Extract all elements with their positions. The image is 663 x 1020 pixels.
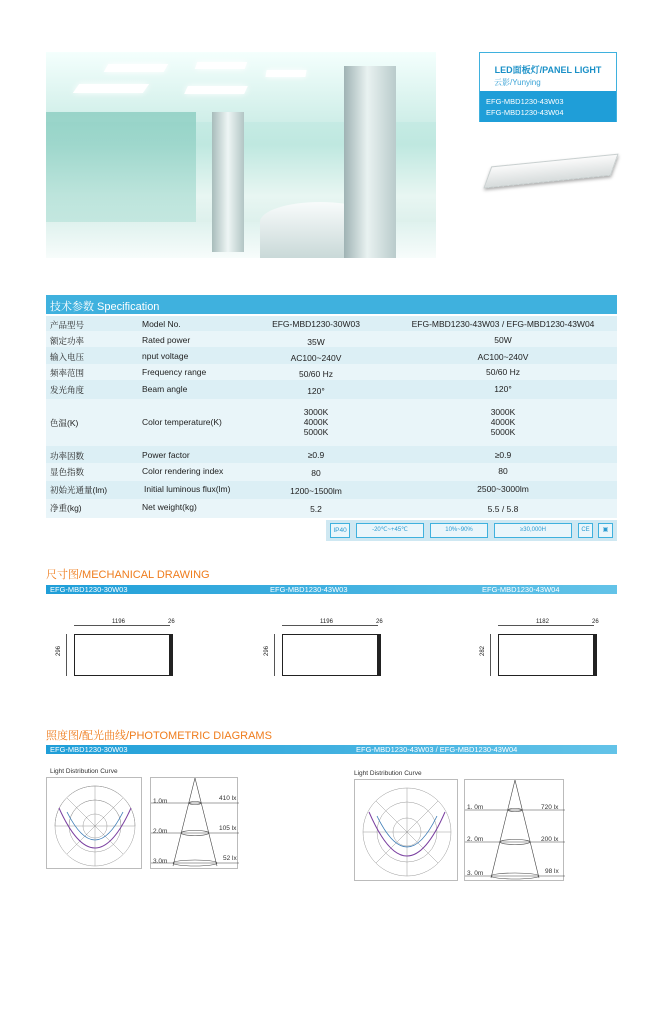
spec-value-b: 80 bbox=[498, 466, 508, 476]
mechanical-model-bar bbox=[46, 585, 617, 594]
spec-label-en: Initial luminous flux(lm) bbox=[144, 484, 231, 494]
spec-label-cn: 显色指数 bbox=[50, 467, 85, 477]
spec-row bbox=[46, 331, 617, 347]
panel-product-image bbox=[484, 138, 618, 208]
product-title: LED面板灯/PANEL LIGHT bbox=[494, 65, 602, 75]
length-dimension: 1182 bbox=[536, 619, 549, 625]
panel-outline bbox=[498, 634, 594, 676]
spec-row bbox=[46, 347, 617, 364]
spec-value-b: 120° bbox=[494, 384, 512, 394]
reception-wall bbox=[46, 112, 196, 222]
product-series: 云影/Yunying bbox=[494, 78, 541, 87]
spec-row bbox=[46, 463, 617, 481]
column bbox=[212, 112, 244, 252]
mechanical-drawing bbox=[46, 614, 196, 684]
lux-label: 105 lx bbox=[219, 825, 237, 832]
product-model: EFG-MBD1230-43W03 bbox=[486, 97, 564, 106]
product-model: EFG-MBD1230-43W04 bbox=[486, 108, 564, 117]
mechanical-drawing bbox=[470, 614, 620, 684]
distance-label: 2. 0m bbox=[467, 836, 484, 843]
spec-value-a: ≥0.9 bbox=[307, 450, 325, 460]
spec-heading: 技术参数 Specification bbox=[46, 295, 617, 314]
spec-value-b: 5.5 / 5.8 bbox=[487, 504, 519, 514]
distance-label: 1. 0m bbox=[467, 804, 484, 811]
spec-value-a: 1200~1500lm bbox=[290, 486, 342, 496]
panel-light-shape bbox=[483, 154, 618, 189]
ceiling-lamp bbox=[104, 64, 169, 72]
spec-row bbox=[46, 316, 617, 331]
ceiling-lamp bbox=[265, 70, 306, 77]
product-title-box bbox=[479, 52, 617, 122]
spec-label-en: Color rendering index bbox=[142, 466, 224, 476]
panel-outline bbox=[282, 634, 378, 676]
ceiling-lamp bbox=[195, 62, 248, 69]
ip-rating-icon: IP40 bbox=[330, 523, 350, 538]
spec-value-a: 120° bbox=[307, 386, 325, 396]
spec-row bbox=[46, 364, 617, 380]
spec-value-b: 3000K 4000K 5000K bbox=[490, 407, 516, 437]
mechanical-heading: 尺寸图/MECHANICAL DRAWING bbox=[46, 569, 210, 581]
product-models bbox=[480, 91, 616, 122]
column bbox=[344, 66, 396, 258]
lux-label: 410 lx bbox=[219, 795, 237, 802]
spec-value-b: ≥0.9 bbox=[494, 450, 512, 460]
spec-value-a: 35W bbox=[307, 337, 325, 347]
distance-label: 1.0m bbox=[153, 798, 168, 805]
lux-label: 52 lx bbox=[223, 855, 237, 862]
distance-label: 2.0m bbox=[153, 828, 168, 835]
spec-value-a: EFG-MBD1230-30W03 bbox=[272, 319, 360, 329]
width-dimension: 282 bbox=[480, 645, 487, 657]
spec-label-cn: 输入电压 bbox=[50, 352, 85, 362]
spec-row bbox=[46, 499, 617, 518]
ceiling-lamp bbox=[73, 84, 149, 93]
spec-label-en: Frequency range bbox=[142, 367, 207, 377]
spec-label-cn: 频率范围 bbox=[50, 368, 85, 378]
lobby-photo bbox=[46, 52, 436, 258]
panel-side-view bbox=[170, 634, 173, 676]
class-icon: ▣ bbox=[598, 523, 613, 538]
distance-label: 3.0m bbox=[153, 858, 168, 865]
humidity-icon: 10%~90% bbox=[430, 523, 488, 538]
spec-label-cn: 净重(kg) bbox=[50, 503, 82, 513]
spec-label-en: Power factor bbox=[142, 450, 190, 460]
photometric-model-bar bbox=[46, 745, 617, 754]
illuminance-cone bbox=[464, 779, 564, 881]
spec-value-b: 50W bbox=[494, 335, 512, 345]
spec-value-a: AC100~240V bbox=[290, 353, 342, 363]
dimension-line bbox=[498, 625, 594, 626]
lifetime-icon: ≥30,000H bbox=[494, 523, 572, 538]
illuminance-cone bbox=[150, 777, 238, 869]
spec-row bbox=[46, 481, 617, 499]
spec-label-en: nput voltage bbox=[142, 351, 189, 361]
spec-value-b: AC100~240V bbox=[477, 352, 529, 362]
lux-label: 98 lx bbox=[545, 868, 559, 875]
spec-value-b: 2500~3000lm bbox=[477, 484, 529, 494]
panel-side-view bbox=[594, 634, 597, 676]
curve-label: Light Distribution Curve bbox=[354, 770, 422, 777]
spec-label-en: Beam angle bbox=[142, 384, 188, 394]
spec-value-a: 5.2 bbox=[310, 504, 322, 514]
spec-label-cn: 色温(K) bbox=[50, 418, 79, 428]
spec-value-a: 80 bbox=[311, 468, 321, 478]
polar-grid bbox=[355, 780, 459, 882]
spec-label-cn: 功率因数 bbox=[50, 451, 85, 461]
spec-label-en: Rated power bbox=[142, 335, 191, 345]
length-dimension: 1196 bbox=[320, 619, 333, 625]
depth-dimension: 26 bbox=[168, 619, 175, 625]
spec-label-en: Color temperature(K) bbox=[142, 417, 222, 427]
photometric-heading: 照度图/配光曲线/PHOTOMETRIC DIAGRAMS bbox=[46, 730, 272, 742]
cone-diagram bbox=[465, 780, 565, 882]
width-dimension: 296 bbox=[56, 645, 63, 657]
spec-value-b: 50/60 Hz bbox=[485, 367, 521, 377]
dimension-line bbox=[66, 634, 67, 676]
spec-label-cn: 初始光通量(lm) bbox=[50, 485, 108, 495]
certification-bar bbox=[326, 520, 617, 541]
spec-value-a: 3000K 4000K 5000K bbox=[303, 407, 329, 437]
dimension-line bbox=[282, 625, 378, 626]
lux-label: 720 lx bbox=[541, 804, 559, 811]
spec-value-b: EFG-MBD1230-43W03 / EFG-MBD1230-43W04 bbox=[411, 319, 595, 329]
mechanical-drawing bbox=[254, 614, 404, 684]
curve-label: Light Distribution Curve bbox=[50, 768, 118, 775]
temperature-icon: -20℃~+45℃ bbox=[356, 523, 424, 538]
width-dimension: 296 bbox=[264, 645, 271, 657]
model-label: EFG-MBD1230-43W03 / EFG-MBD1230-43W04 bbox=[356, 745, 518, 754]
spec-label-en: Net weight(kg) bbox=[142, 502, 197, 512]
spec-label-cn: 产品型号 bbox=[50, 320, 85, 330]
spec-label-cn: 发光角度 bbox=[50, 385, 85, 395]
model-label: EFG-MBD1230-43W04 bbox=[482, 585, 560, 594]
spec-label-en: Model No. bbox=[142, 319, 181, 329]
ce-mark-icon: CE bbox=[578, 523, 593, 538]
light-distribution-curve bbox=[46, 777, 142, 869]
polar-grid bbox=[47, 778, 143, 870]
light-distribution-curve bbox=[354, 779, 458, 881]
spec-row bbox=[46, 399, 617, 446]
spec-row bbox=[46, 446, 617, 463]
distance-label: 3. 0m bbox=[467, 870, 484, 877]
lux-label: 200 lx bbox=[541, 836, 559, 843]
model-label: EFG-MBD1230-30W03 bbox=[50, 585, 128, 594]
dimension-line bbox=[274, 634, 275, 676]
dimension-line bbox=[490, 634, 491, 676]
depth-dimension: 26 bbox=[376, 619, 383, 625]
spec-label-cn: 额定功率 bbox=[50, 336, 85, 346]
panel-outline bbox=[74, 634, 170, 676]
ceiling-lamp bbox=[184, 86, 248, 94]
spec-row bbox=[46, 380, 617, 399]
spec-value-a: 50/60 Hz bbox=[298, 369, 334, 379]
dimension-line bbox=[74, 625, 170, 626]
model-label: EFG-MBD1230-43W03 bbox=[270, 585, 348, 594]
panel-side-view bbox=[378, 634, 381, 676]
length-dimension: 1196 bbox=[112, 619, 125, 625]
depth-dimension: 26 bbox=[592, 619, 599, 625]
model-label: EFG-MBD1230-30W03 bbox=[50, 745, 128, 754]
